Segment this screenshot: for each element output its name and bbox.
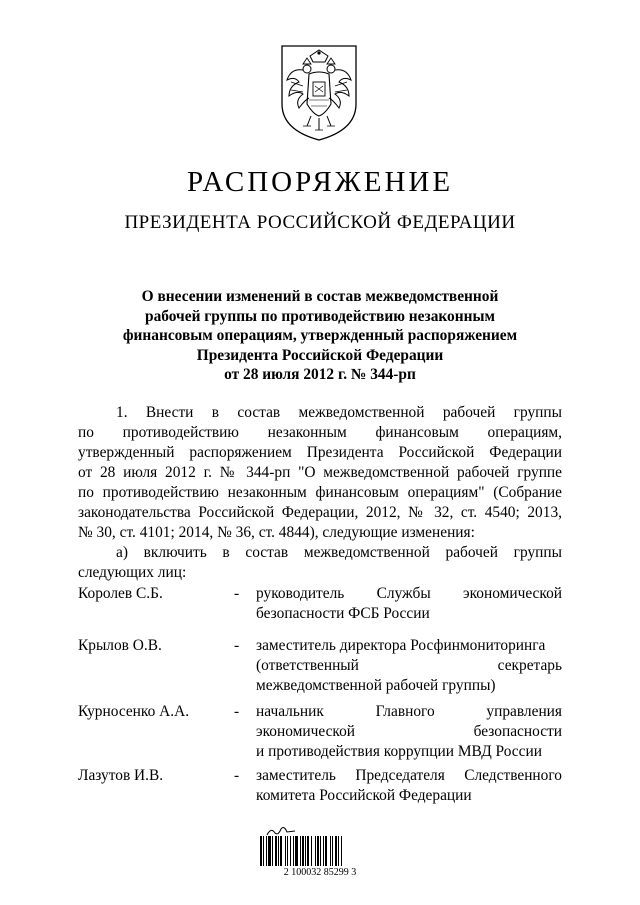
member-description-line: руководитель Службы экономической xyxy=(256,585,562,602)
state-emblem-icon xyxy=(277,42,361,142)
heading-line: Президента Российской Федерации xyxy=(196,346,444,364)
heading-line: финансовым операциям, утвержденный распоряжением xyxy=(122,327,518,344)
member-description xyxy=(256,584,562,624)
subitem-line: следующих лиц: xyxy=(78,564,187,581)
document-title: РАСПОРЯЖЕНИЕ xyxy=(186,166,454,198)
member-description-line: экономической безопасности xyxy=(256,723,562,740)
member-description xyxy=(256,702,562,762)
member-description-line: и противодействия коррупции МВД России xyxy=(256,743,542,760)
member-description-line: комитета Российской Федерации xyxy=(256,787,472,804)
members-list xyxy=(78,584,562,806)
member-description-line: безопасности ФСБ России xyxy=(256,605,430,622)
member-name: Крылов О.В. xyxy=(78,637,162,654)
member-dash: - xyxy=(234,585,240,602)
member-entry xyxy=(78,702,562,766)
member-dash: - xyxy=(234,703,240,720)
member-description xyxy=(256,636,562,696)
member-dash: - xyxy=(234,637,240,654)
heading-line: рабочей группы по противодействию незаконным xyxy=(145,307,495,325)
member-dash: - xyxy=(234,767,240,784)
barcode-icon xyxy=(260,836,382,866)
member-description-line: (ответственный секретарь xyxy=(256,657,562,674)
paragraph-line: 1. Внести в состав межведомственной рабочей группы xyxy=(116,404,562,421)
member-entry xyxy=(78,766,562,806)
heading-line: от 28 июля 2012 г. № 344-рп xyxy=(224,366,416,383)
member-entry xyxy=(78,636,562,702)
document-subtitle: ПРЕЗИДЕНТА РОССИЙСКОЙ ФЕДЕРАЦИИ xyxy=(124,212,516,233)
paragraph-line: по противодействию незаконным финансовым операциям" (Собрание xyxy=(78,484,562,501)
barcode-number: 2 100032 85299 3 xyxy=(283,867,357,878)
paragraph-line: утвержденный распоряжением Президента Российской Федерации xyxy=(78,444,562,461)
heading-line: О внесении изменений в состав межведомственной xyxy=(141,288,499,305)
member-description-line: заместитель Председателя Следственного xyxy=(256,767,562,784)
subitem-line: а) включить в состав межведомственной рабочей группы xyxy=(116,544,562,561)
member-description xyxy=(256,766,562,806)
document-body xyxy=(78,403,562,583)
member-name: Курносенко А.А. xyxy=(78,703,190,720)
paragraph-line: законодательства Российской Федерации, 2012, № 32, ст. 4540; 2013, xyxy=(78,504,562,521)
paragraph-line: от 28 июля 2012 г. № 344-рп "О межведомственной рабочей группе xyxy=(78,464,562,481)
member-entry xyxy=(78,584,562,636)
paragraph-line: по противодействию незаконным финансовым операциям, xyxy=(78,424,562,441)
document-heading xyxy=(100,287,540,385)
member-description-line: начальник Главного управления xyxy=(256,703,562,720)
member-name: Лазутов И.В. xyxy=(78,767,164,784)
paragraph-line: № 30, ст. 4101; 2014, № 36, ст. 4844), следующие изменения: xyxy=(78,524,475,541)
member-name: Королев С.Б. xyxy=(78,585,163,602)
member-description-line: межведомственной рабочей группы) xyxy=(256,677,496,694)
member-description-line: заместитель директора Росфинмониторинга xyxy=(256,637,546,654)
